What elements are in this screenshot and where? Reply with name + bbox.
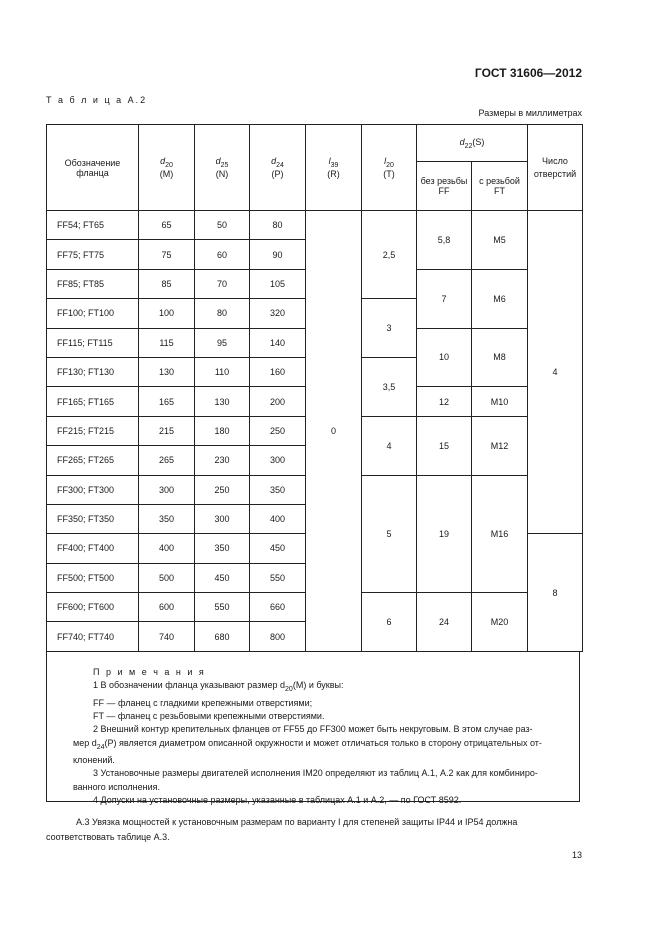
d22-ff-cell: 19 [417, 475, 472, 593]
d20-cell: 85 [139, 269, 195, 298]
d22-ft-cell: M16 [472, 475, 528, 593]
flange-cell: FF130; FT130 [47, 357, 139, 386]
d25-cell: 110 [195, 357, 250, 386]
note-2: 2 Внешний контур крепительных фланцев от FF55 до FF300 может быть некруговым. В этом случае раз- [93, 724, 533, 735]
flange-cell: FF300; FT300 [47, 475, 139, 504]
note-3-end: ванного исполнения. [73, 781, 161, 792]
flange-cell: FF400; FT400 [47, 534, 139, 563]
holes-cell: 8 [528, 534, 583, 652]
d20-cell: 600 [139, 593, 195, 622]
note-2-cont: мер $d_{24}(P)$ является диаметром описанной окружности и может отличаться только в сторону отрицательных от- [73, 737, 542, 751]
flange-cell: FF100; FT100 [47, 299, 139, 328]
flange-cell: FF165; FT165 [47, 387, 139, 416]
d25-cell: 80 [195, 299, 250, 328]
l20-cell: 3 [362, 299, 417, 358]
d22-ft-cell: M10 [472, 387, 528, 416]
d22-ft-cell: M8 [472, 328, 528, 387]
d24-cell: 400 [250, 504, 306, 533]
d25-cell: 70 [195, 269, 250, 298]
d24-cell: 320 [250, 299, 306, 328]
d24-cell: 105 [250, 269, 306, 298]
d25-cell: 350 [195, 534, 250, 563]
units-note: Размеры в миллиметрах [478, 108, 582, 118]
l20-cell: 5 [362, 475, 417, 593]
d24-cell: 450 [250, 534, 306, 563]
flange-dimensions-table [46, 124, 583, 652]
flange-cell: FF54; FT65 [47, 211, 139, 240]
d24-cell: 80 [250, 211, 306, 240]
note-2-end: клонений. [73, 755, 115, 766]
flange-cell: FF115; FT115 [47, 328, 139, 357]
d22-ft-cell: M12 [472, 416, 528, 475]
d25-cell: 180 [195, 416, 250, 445]
d25-cell: 60 [195, 240, 250, 269]
d24-cell: 140 [250, 328, 306, 357]
d20-cell: 215 [139, 416, 195, 445]
d20-cell: 500 [139, 563, 195, 592]
l20-cell: 6 [362, 593, 417, 652]
header-no-thread: без резьбы FF [417, 162, 472, 211]
d20-cell: 165 [139, 387, 195, 416]
d22-ff-cell: 5,8 [417, 211, 472, 270]
d25-cell: 250 [195, 475, 250, 504]
d25-cell: 230 [195, 446, 250, 475]
table-caption: Т а б л и ц а А.2 [46, 95, 148, 105]
d24-cell: 800 [250, 622, 306, 651]
d22-ft-cell: M6 [472, 269, 528, 328]
note-3: 3 Установочные размеры двигателей исполнения IM20 определяют из таблиц А.1, А.2 как для комбиниро- [93, 768, 538, 779]
flange-cell: FF215; FT215 [47, 416, 139, 445]
standard-number: ГОСТ 31606—2012 [474, 66, 582, 80]
flange-cell: FF740; FT740 [47, 622, 139, 651]
d25-cell: 300 [195, 504, 250, 533]
header-holes: Число отверстий [528, 125, 583, 211]
flange-cell: FF75; FT75 [47, 240, 139, 269]
d24-cell: 200 [250, 387, 306, 416]
header-d25: $d_{25}$ (N) [195, 125, 250, 211]
l20-cell: 3,5 [362, 357, 417, 416]
holes-cell: 4 [528, 211, 583, 534]
d25-cell: 680 [195, 622, 250, 651]
note-1: 1 В обозначении фланца указывают размер $d_{20}(M)$ и буквы: [93, 680, 344, 694]
d24-cell: 90 [250, 240, 306, 269]
table-notes [46, 652, 580, 806]
note-1-ff: FF — фланец с гладкими крепежными отверстиями; [93, 697, 313, 708]
d22-ff-cell: 24 [417, 593, 472, 652]
header-d20: $d_{20}$ (M) [139, 125, 195, 211]
header-with-thread: с резьбой FT [472, 162, 528, 211]
d20-cell: 130 [139, 357, 195, 386]
d22-ft-cell: M5 [472, 211, 528, 270]
d20-cell: 100 [139, 299, 195, 328]
d25-cell: 130 [195, 387, 250, 416]
d24-cell: 660 [250, 593, 306, 622]
flange-cell: FF85; FT85 [47, 269, 139, 298]
d22-ff-cell: 7 [417, 269, 472, 328]
d25-cell: 550 [195, 593, 250, 622]
note-1-ft: FT — фланец с резьбовыми крепежными отверстиями. [93, 711, 325, 722]
d20-cell: 265 [139, 446, 195, 475]
d24-cell: 350 [250, 475, 306, 504]
d22-ff-cell: 12 [417, 387, 472, 416]
d24-cell: 160 [250, 357, 306, 386]
d20-cell: 75 [139, 240, 195, 269]
note-4: 4 Допуски на установочные размеры, указанные в таблицах А.1 и А.2, — по ГОСТ 8592. [93, 795, 462, 806]
table-row [47, 211, 583, 240]
flange-cell: FF350; FT350 [47, 504, 139, 533]
page-number: 13 [571, 850, 582, 860]
d20-cell: 400 [139, 534, 195, 563]
d20-cell: 740 [139, 622, 195, 651]
d24-cell: 250 [250, 416, 306, 445]
flange-cell: FF600; FT600 [47, 593, 139, 622]
header-d24: $d_{24}$ (P) [250, 125, 306, 211]
notes-title: П р и м е ч а н и я [93, 667, 206, 677]
flange-cell: FF265; FT265 [47, 446, 139, 475]
d24-cell: 550 [250, 563, 306, 592]
header-d22: $d_{22}(S)$ [417, 125, 528, 162]
d25-cell: 95 [195, 328, 250, 357]
paragraph-a3: А.3 Увязка мощностей к установочным размерам по варианту I для степеней защиты IP44 и IP54 должна соответствовать таблице А.3. [46, 817, 518, 842]
l39-cell: 0 [306, 211, 362, 652]
header-l20: $l_{20}$ (T) [362, 125, 417, 211]
d22-ff-cell: 15 [417, 416, 472, 475]
d20-cell: 350 [139, 504, 195, 533]
d20-cell: 65 [139, 211, 195, 240]
d24-cell: 300 [250, 446, 306, 475]
header-l39: $l_{39}$ (R) [306, 125, 362, 211]
d22-ft-cell: M20 [472, 593, 528, 652]
d25-cell: 50 [195, 211, 250, 240]
d22-ff-cell: 10 [417, 328, 472, 387]
flange-cell: FF500; FT500 [47, 563, 139, 592]
d25-cell: 450 [195, 563, 250, 592]
d20-cell: 115 [139, 328, 195, 357]
header-designation: Обозначение фланца [47, 125, 139, 211]
l20-cell: 4 [362, 416, 417, 475]
d20-cell: 300 [139, 475, 195, 504]
l20-cell: 2,5 [362, 211, 417, 299]
